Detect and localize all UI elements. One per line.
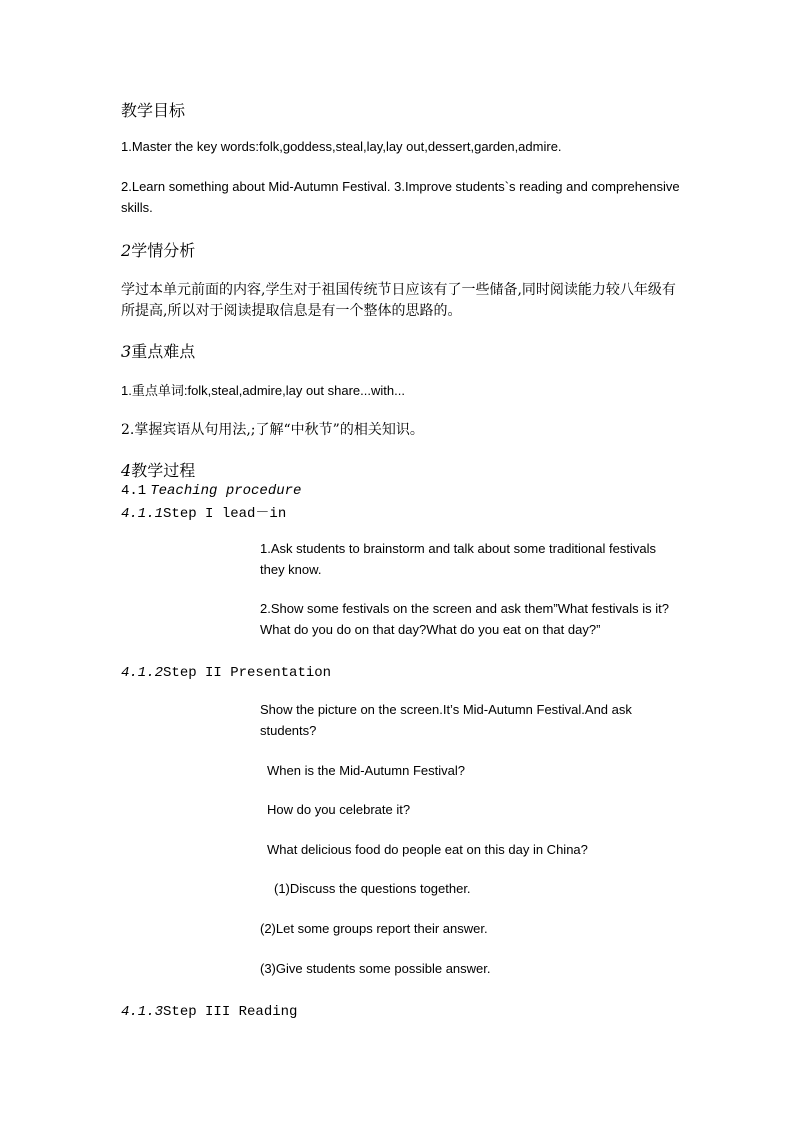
step-1-number: 4.1.1 [121,506,164,522]
step-1-paragraph-2-line-1: 2.Show some festivals on the screen and ask them”What festivals is it? [260,601,669,616]
objective-item-1: 1.Master the key words:folk,goddess,steal,lay,lay out,dessert,garden,admire. [121,139,562,154]
analysis-heading [121,238,195,261]
step-1-title: Step I lead－in [163,506,287,522]
analysis-heading-text: 学情分析 [131,241,196,260]
objective-item-2-line-2: skills. [121,200,153,215]
procedure-subheading-number: 4.1 [121,483,147,499]
step-2-intro-line-2: students? [260,723,317,738]
step-2-question-3: What delicious food do people eat on this day in China? [267,842,588,857]
step-2-heading [121,663,331,681]
key-point-item-1: 1.重点单词:folk,steal,admire,lay out share...with... [121,383,405,398]
procedure-subheading [121,481,301,499]
step-3-heading [121,1002,297,1020]
step-1-heading [121,502,286,522]
step-2-title: Step II Presentation [163,665,332,681]
analysis-line-2: 所提高,所以对于阅读提取信息是有一个整体的思路的。 [121,303,462,319]
process-heading-text: 教学过程 [131,461,196,480]
key-point-item-2: 2.掌握宾语从句用法,;了解“中秋节”的相关知识。 [121,422,424,438]
analysis-line-1: 学过本单元前面的内容,学生对于祖国传统节日应该有了一些储备,同时阅读能力较八年级有 [121,282,676,298]
analysis-heading-number: 2 [121,241,132,260]
step-2-number: 4.1.2 [121,665,164,681]
objective-item-2-line-1: 2.Learn something about Mid-Autumn Festival. 3.Improve students`s reading and comprehensive [121,179,680,194]
step-2-activity-3: (3)Give students some possible answer. [260,961,491,976]
step-1-paragraph-1-line-2: they know. [260,562,322,577]
key-points-heading-text: 重点难点 [131,342,196,361]
process-heading [121,458,195,481]
step-2-intro-line-1: Show the picture on the screen.It’s Mid-Autumn Festival.And ask [260,702,632,717]
step-2-activity-2: (2)Let some groups report their answer. [260,921,488,936]
step-3-number: 4.1.3 [121,1004,164,1020]
step-2-question-1: When is the Mid-Autumn Festival? [267,763,465,778]
step-2-question-2: How do you celebrate it? [267,802,411,817]
procedure-subheading-title: Teaching procedure [150,483,302,499]
step-2-activity-1: (1)Discuss the questions together. [274,881,471,896]
step-1-paragraph-1-line-1: 1.Ask students to brainstorm and talk about some traditional festivals [260,541,656,556]
step-3-title: Step III Reading [163,1004,298,1020]
key-points-heading-number: 3 [121,342,132,361]
step-1-paragraph-2-line-2: What do you do on that day?What do you eat on that day?” [260,622,601,637]
process-heading-number: 4 [121,461,132,480]
objectives-heading: 教学目标 [121,101,186,120]
key-points-heading [121,339,195,362]
